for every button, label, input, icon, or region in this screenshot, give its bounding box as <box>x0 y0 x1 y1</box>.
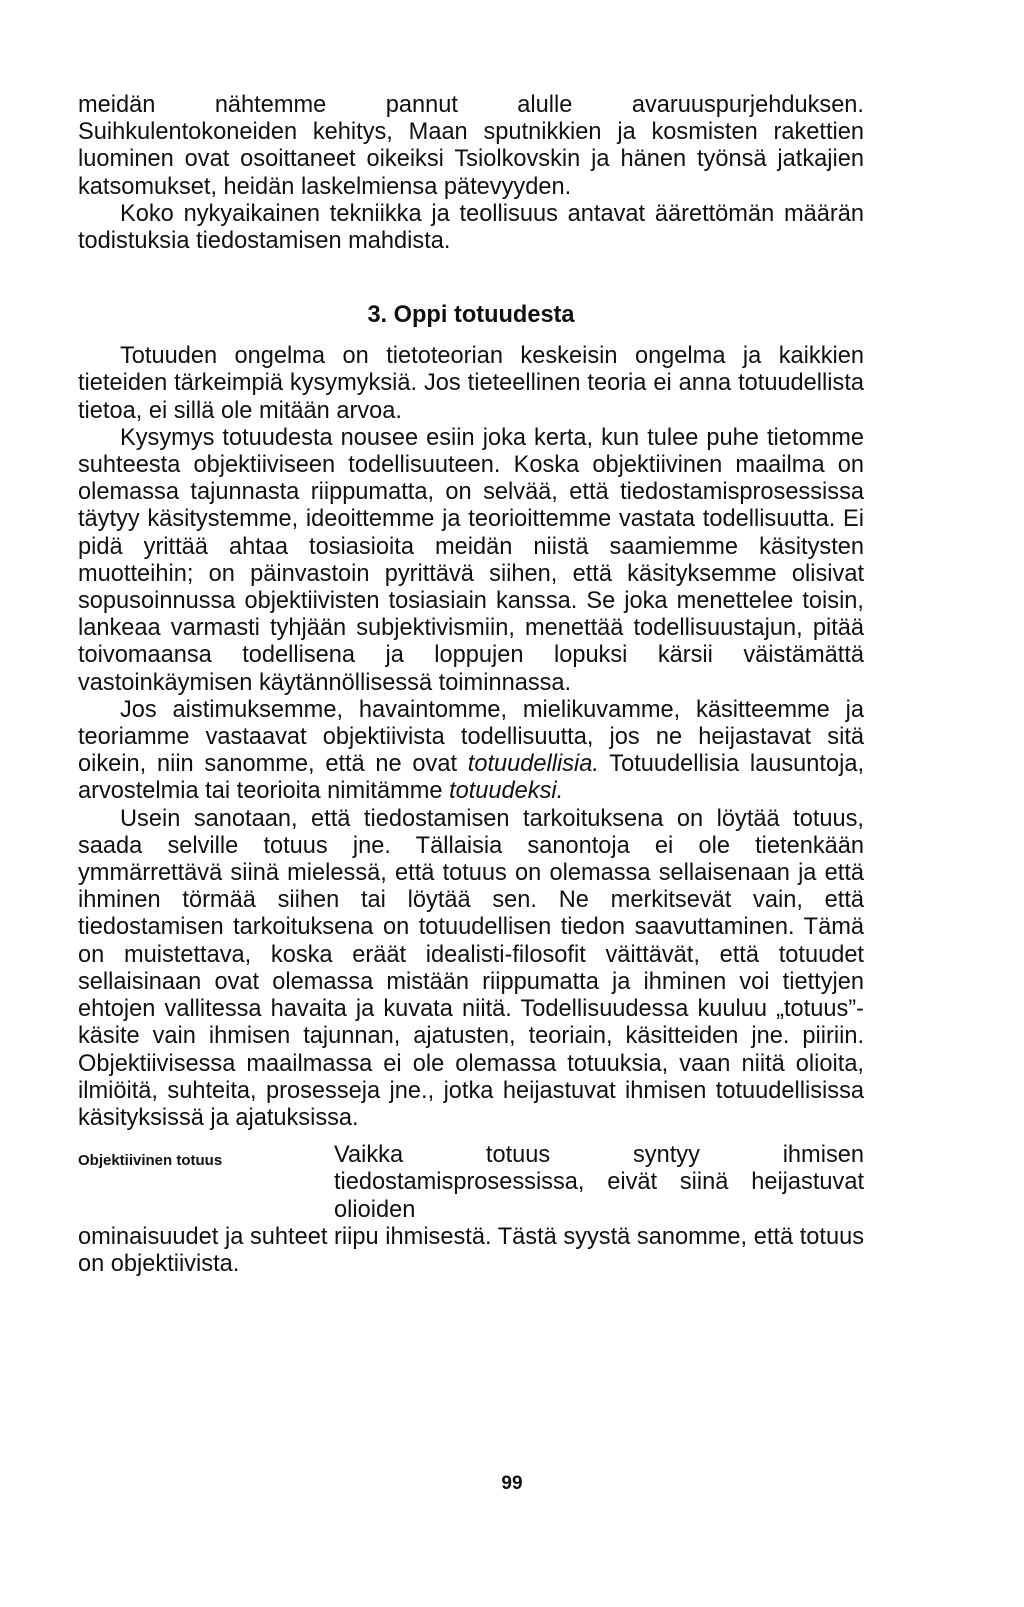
truth-definition-text: Jos aistimuksemme, havaintomme, mielikuvamme, käsitteemme ja teoriamme vastaavat objektiivista todellisuutta, jos ne heijastavat sitä oikein, niin sanomme, että ne ovat <box>78 696 864 778</box>
section-heading: 3. Oppi totuudesta <box>367 302 575 329</box>
term-truth: totuudeksi. <box>449 778 564 805</box>
paragraph-idealists: Usein sanotaan, että tiedostamisen tarkoituksena on löytää totuus, saada selville totuus jne. Tällaisia sanontoja ei ole tietenkään ymmärrettävä siinä mielessä, että totuus on olemassa sellaisenaan ja että ihminen törmää siihen tai löytää sen. Ne merkitsevät vain, että tiedostamisen tarkoituksena on totuudellisen tiedon saavuttaminen. Tämä on muistettava, koska eräät idealisti-filosofit väittävät, että totuudet sellaisinaan ovat olemassa mistään riippumatta ja ihminen voi tiettyjen ehtojen vallitessa havaita ja kuvata niitä. Todellisuudessa kuuluu „totuus”-käsite vain ihmisen tajunnan, ajatusten, teoriain, käsitteiden jne. piiriin. Objektiivisessa maailmassa ei ole olemassa totuuksia, vaan niitä olioita, ilmiöitä, suhteita, prosesseja jne., jotka heijastuvat ihmisen totuudellisissa käsityksissä ja ajatuksissa. <box>78 805 864 1131</box>
paragraph-truth-question: Kysymys totuudesta nousee esiin joka kerta, kun tulee puhe tietomme suhteesta objektiiviseen todellisuuteen. Koska objektiivinen maailma on olemassa tajunnasta riippumatta, on selvää, että tiedostamisprosessissa täytyy käsitystemme, ideoittemme ja teorioittemme vastata todellisuutta. Ei pidä yrittää ahtaa tosiasioita meidän niistä saamiemme käsitysten muotteihin; on päinvastoin pyrittävä siihen, että käsityksemme olisivat sopusoinnussa objektiivisten tosiasiain kanssa. Se joka menettelee toisin, lankeaa varmasti tyhjään subjektivismiin, menettää todellisuustajun, pitää toivomaansa todellisena ja loppujen lopuksi kärsii väistämättä vastoinkäymisen käytännöllisessä toiminnassa. <box>78 424 864 696</box>
page-number: 99 <box>501 1473 523 1494</box>
paragraph-truth-problem: Totuuden ongelma on tietoteorian keskeisin ongelma ja kaikkien tieteiden tärkeimpiä kysymyksiä. Jos tieteellinen teoria ei anna totuudellista tietoa, ei sillä ole mitään arvoa. <box>78 343 864 424</box>
paragraph-objective-end: ominaisuudet ja suhteet riipu ihmisestä. Tästä syystä sanomme, että totuus on objektiivista. <box>78 1223 864 1277</box>
page-body <box>78 92 864 1278</box>
paragraph-truth-definition <box>78 697 864 806</box>
sidenote-row <box>78 1142 864 1224</box>
paragraph-objective-start: Vaikka totuus syntyy ihmisen tiedostamisprosessissa, eivät siinä heijastuvat olioiden <box>334 1142 864 1223</box>
term-truthful: totuudellisia. <box>467 751 599 778</box>
paragraph-opening: meidän nähtemme pannut alulle avaruuspurjehduksen. Suihkulentokoneiden kehitys, Maan sputnikkien ja kosmisten rakettien luominen ovat osoittaneet oikeiksi Tsiolkovskin ja hänen työnsä jatkajien katsomukset, heidän laskelmiensa pätevyyden. <box>78 92 864 200</box>
paragraph-technology: Koko nykyaikainen tekniikka ja teollisuus antavat äärettömän määrän todistuksia tiedostamisen mahdista. <box>78 200 864 255</box>
truth-definition-middle: Totuudellisia lausuntoja, arvostelmia tai teorioita nimitämme <box>78 751 864 805</box>
margin-note: Objektiivinen totuus <box>78 1152 223 1170</box>
